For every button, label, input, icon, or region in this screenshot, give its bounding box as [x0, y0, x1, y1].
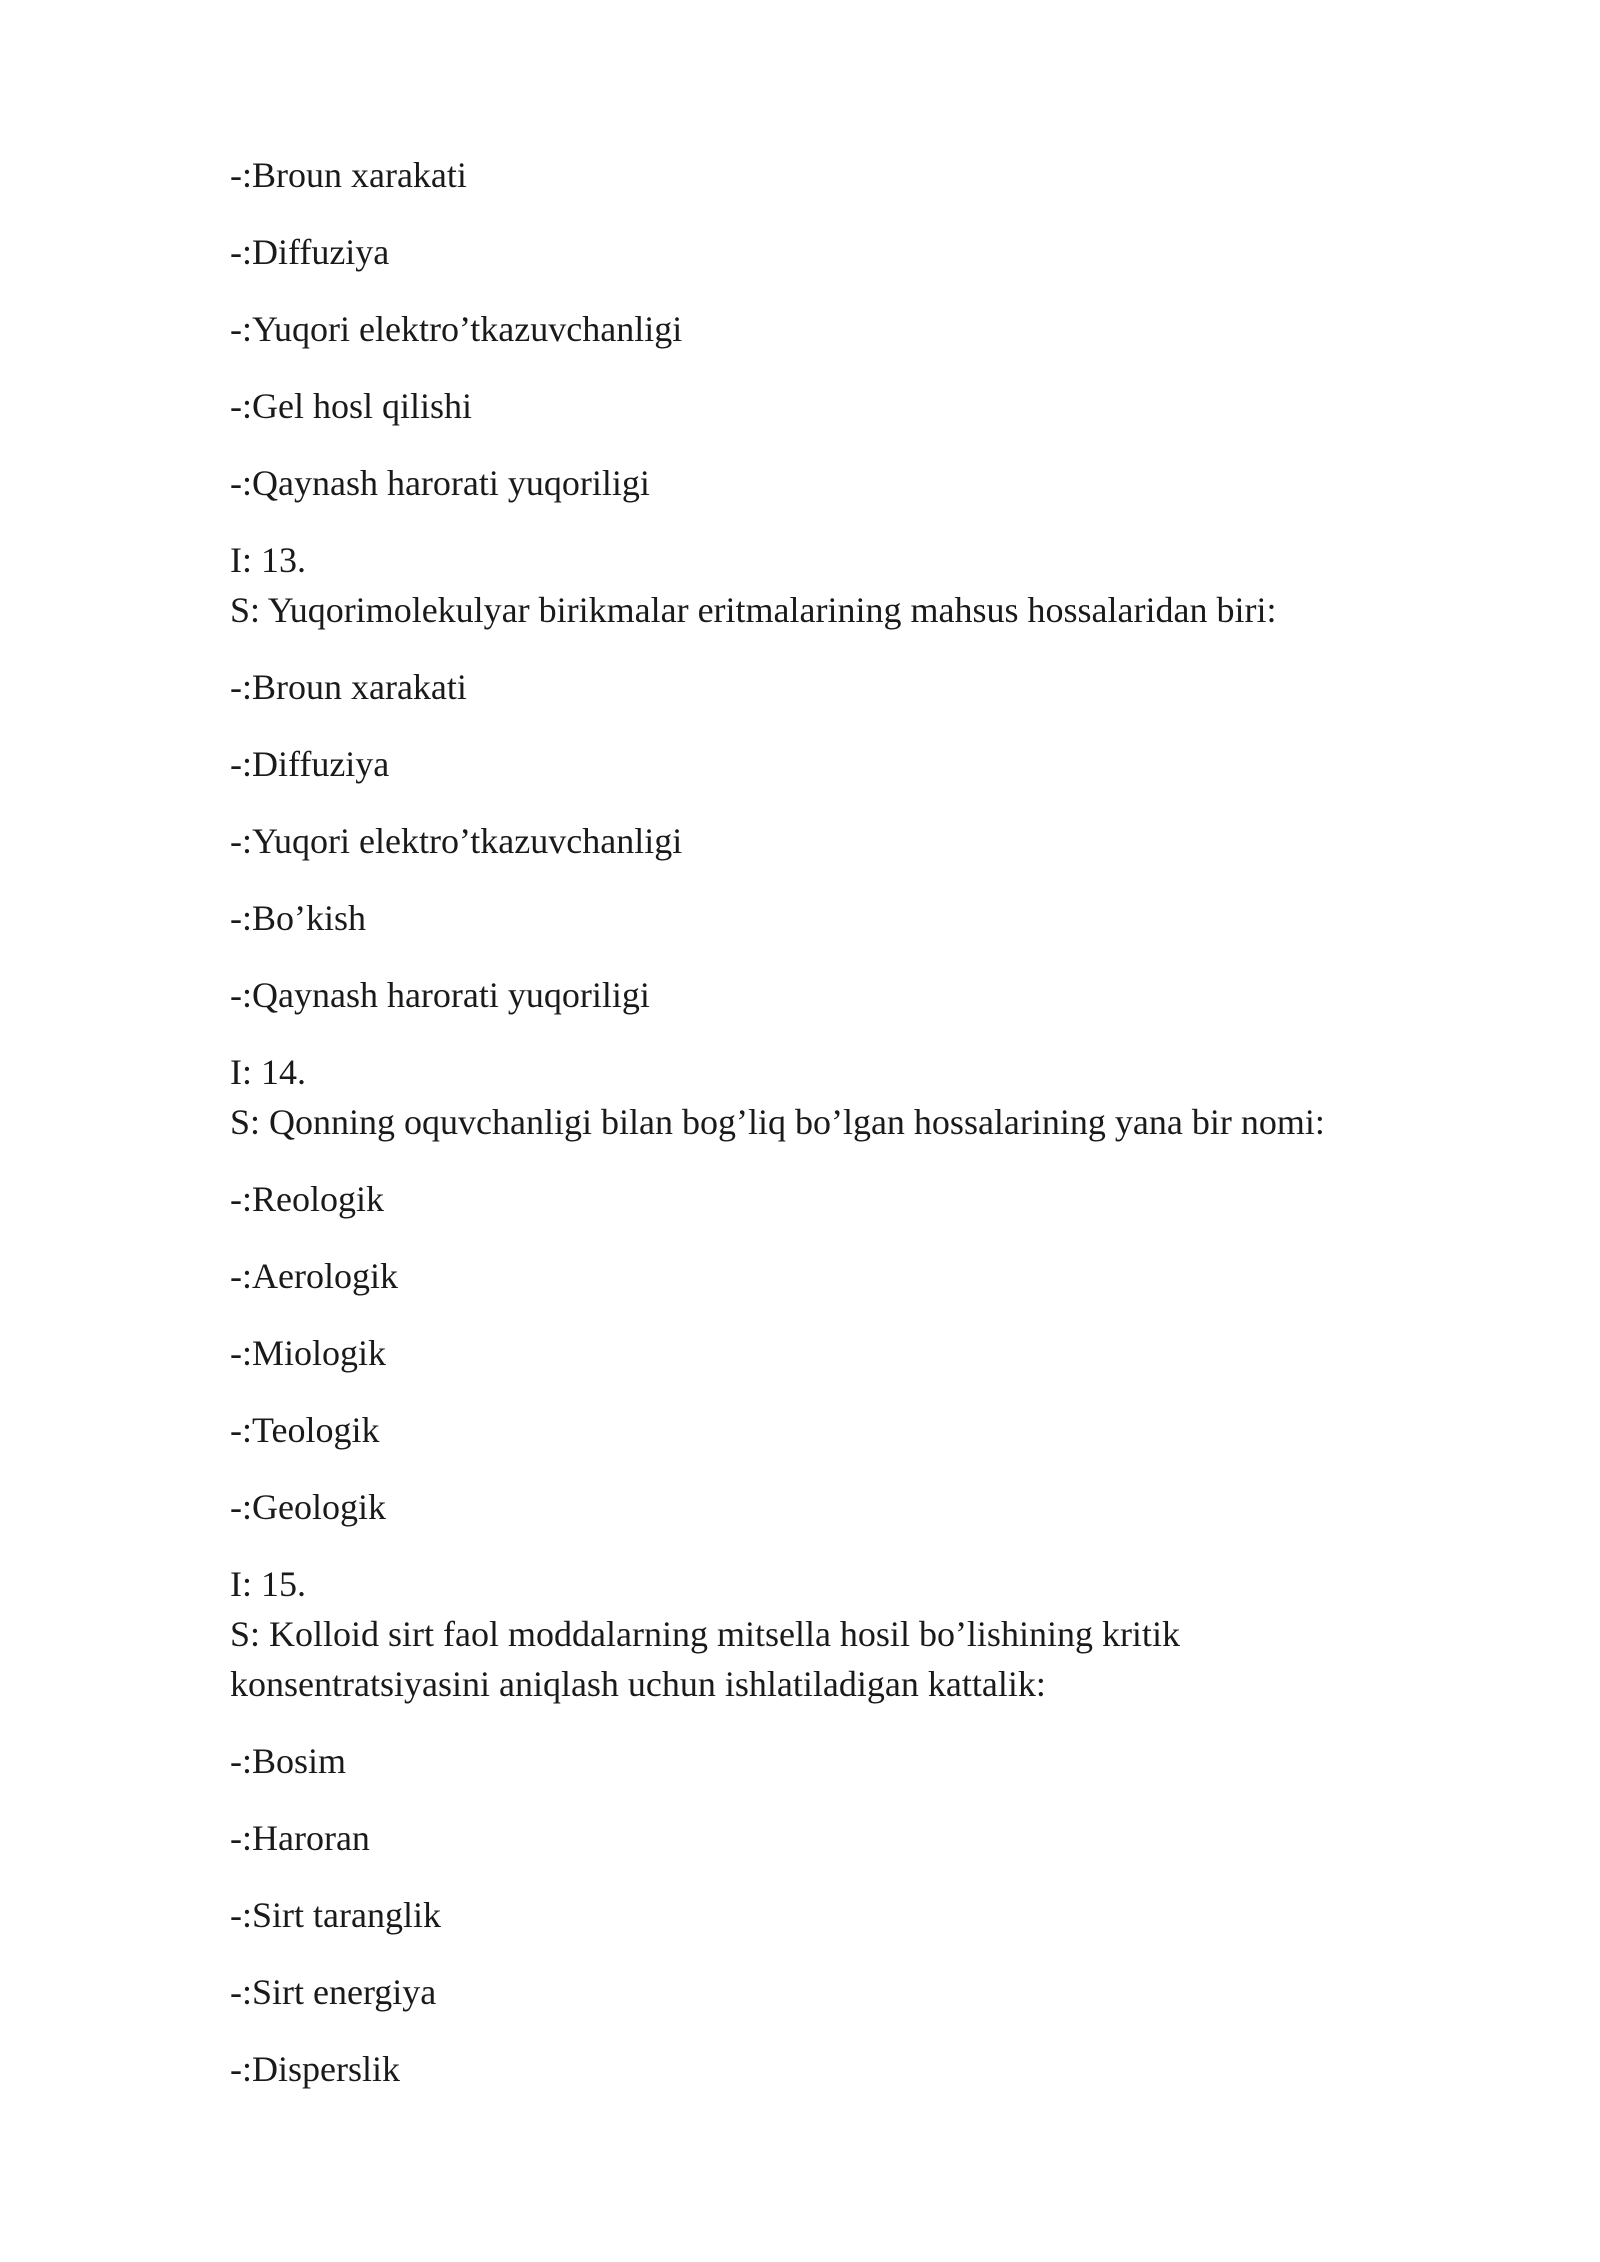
answer-option: -:Geologik — [230, 1487, 386, 1527]
answer-option: -:Qaynash harorati yuqoriligi — [230, 463, 650, 503]
leading-options — [230, 150, 1480, 508]
answer-option: -:Broun xarakati — [230, 667, 467, 707]
answer-option: -:Diffuziya — [230, 744, 390, 784]
answer-option: -:Haroran — [230, 1818, 370, 1858]
question-stem-line: S: Kolloid sirt faol moddalarning mitsella hosil bo’lishining kritik — [230, 1614, 1180, 1654]
answer-option: -:Teologik — [230, 1410, 380, 1450]
answer-option: -:Aerologik — [230, 1256, 398, 1296]
question-stem-line: konsentratsiyasini aniqlash uchun ishlatiladigan kattalik: — [230, 1664, 1046, 1704]
answer-option: -:Bo’kish — [230, 898, 367, 938]
answer-option: -:Broun xarakati — [230, 155, 467, 195]
question-13 — [230, 535, 1480, 1020]
answer-option: -:Sirt taranglik — [230, 1895, 441, 1935]
question-number: I: 14. — [230, 1052, 306, 1092]
question-stem: S: Yuqorimolekulyar birikmalar eritmalarining mahsus hossalaridan biri: — [230, 590, 1277, 630]
answer-option: -:Diffuziya — [230, 232, 390, 272]
question-number: I: 15. — [230, 1564, 306, 1604]
document-page — [230, 150, 1480, 2121]
answer-option: -:Gel hosl qilishi — [230, 386, 472, 426]
answer-option: -:Yuqori elektro’tkazuvchanligi — [230, 309, 683, 349]
answer-option: -:Miologik — [230, 1333, 387, 1373]
answer-option: -:Yuqori elektro’tkazuvchanligi — [230, 821, 683, 861]
answer-option: -:Bosim — [230, 1741, 347, 1781]
question-14 — [230, 1047, 1480, 1532]
question-number: I: 13. — [230, 540, 306, 580]
answer-option: -:Reologik — [230, 1179, 384, 1219]
question-15 — [230, 1559, 1480, 2094]
answer-option: -:Disperslik — [230, 2049, 400, 2089]
answer-option: -:Sirt energiya — [230, 1972, 437, 2012]
question-stem: S: Qonning oquvchanligi bilan bog’liq bo’lgan hossalarining yana bir nomi: — [230, 1102, 1325, 1142]
answer-option: -:Qaynash harorati yuqoriligi — [230, 975, 650, 1015]
